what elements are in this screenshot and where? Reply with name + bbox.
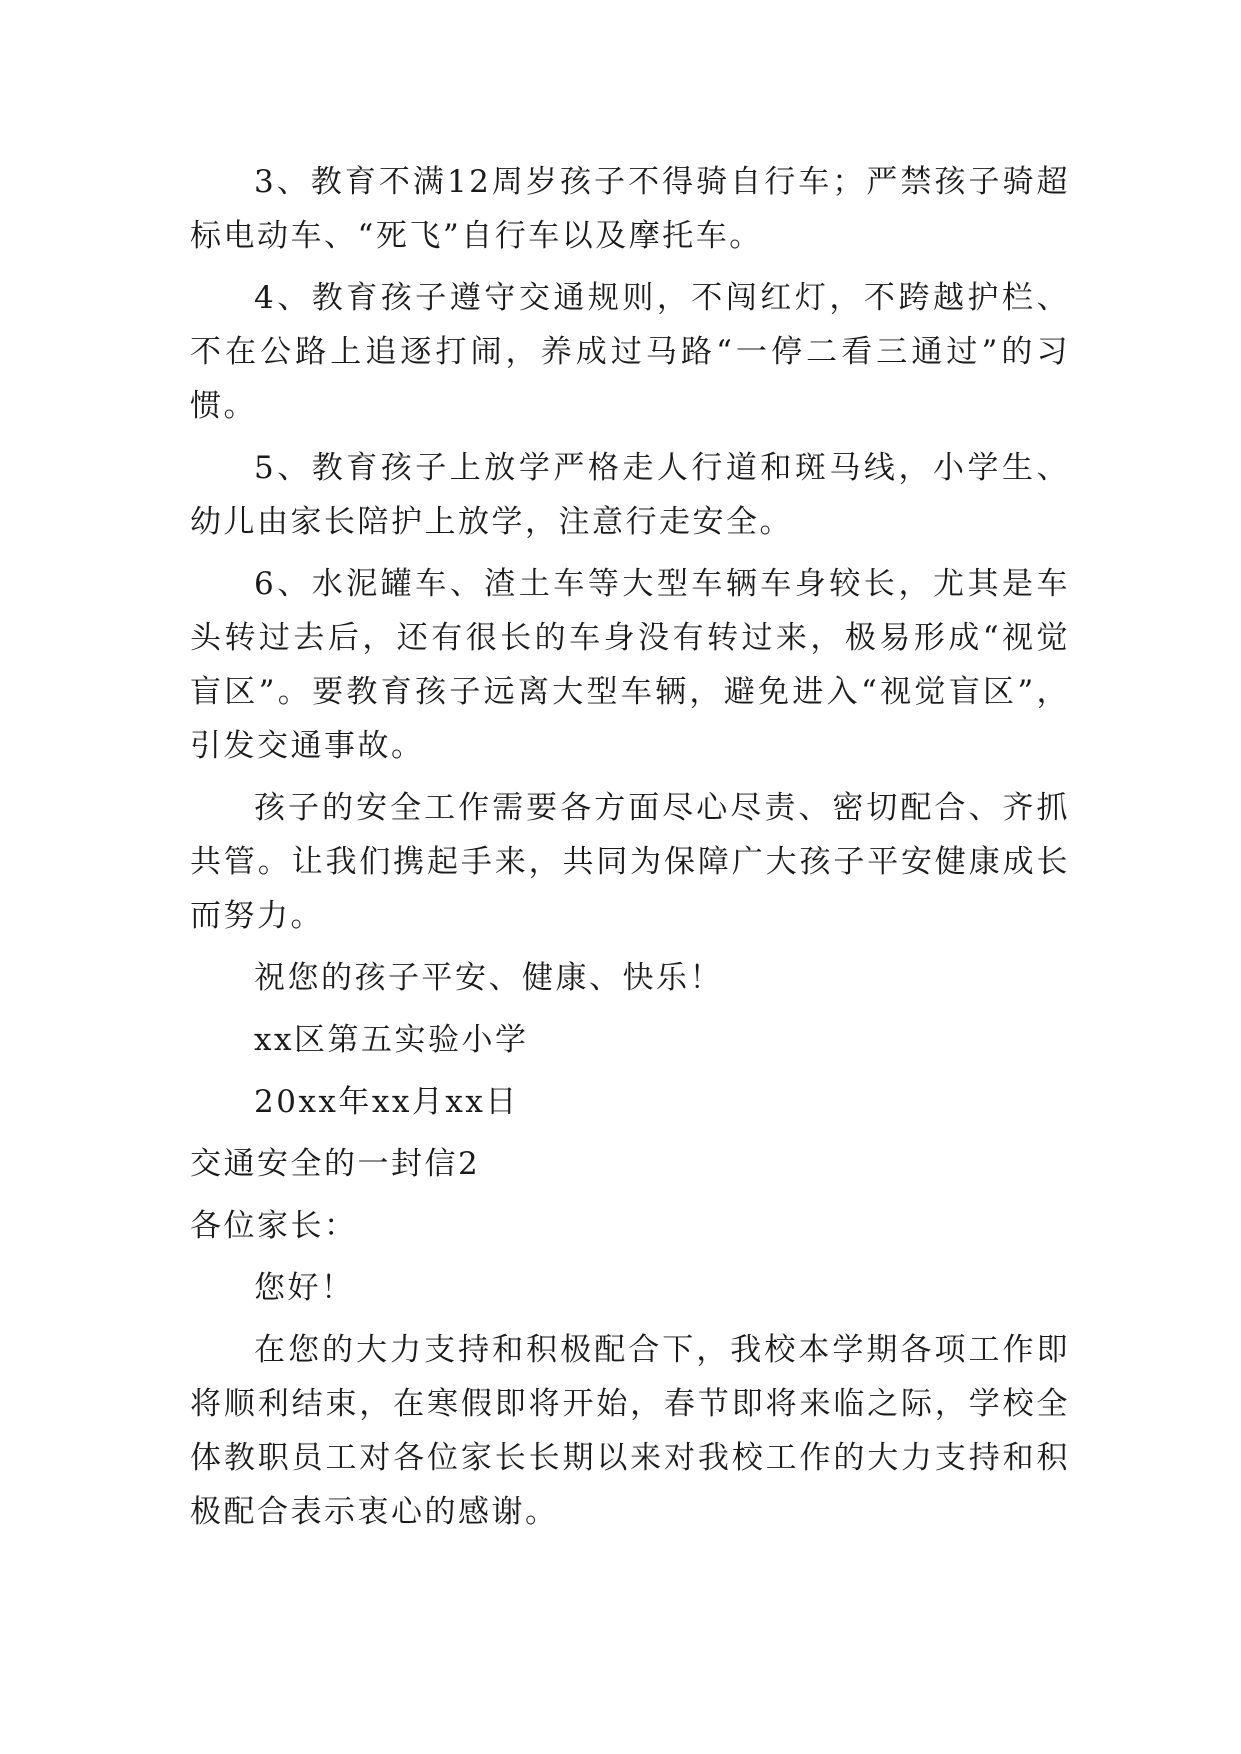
paragraph-item-5: 5、教育孩子上放学严格走人行道和斑马线，小学生、幼儿由家长陪护上放学，注意行走安全。 — [190, 450, 1070, 540]
signature-date: 20xx年xx月xx日 — [254, 1084, 519, 1120]
letter-2-heading: 交通安全的一封信2 — [190, 1146, 481, 1182]
paragraph-wishes: 祝您的孩子平安、健康、快乐！ — [254, 960, 723, 996]
paragraph-item-4: 4、教育孩子遵守交通规则，不闯红灯，不跨越护栏、不在公路上追逐打闹，养成过马路“一停二看三通过”的习惯。 — [190, 280, 1070, 424]
document-body — [190, 155, 1070, 1547]
paragraph-item-3: 3、教育不满12周岁孩子不得骑自行车；严禁孩子骑超标电动车、“死飞”自行车以及摩托车。 — [190, 164, 1070, 254]
letter-2-body: 在您的大力支持和积极配合下，我校本学期各项工作即将顺利结束，在寒假即将开始，春节即将来临之际，学校全体教职员工对各位家长长期以来对我校工作的大力支持和积极配合表示衷心的感谢。 — [190, 1332, 1070, 1530]
paragraph-item-6: 6、水泥罐车、渣土车等大型车辆车身较长，尤其是车头转过去后，还有很长的车身没有转过来，极易形成“视觉盲区”。要教育孩子远离大型车辆，避免进入“视觉盲区”，引发交通事故。 — [190, 566, 1070, 764]
paragraph-closing: 孩子的安全工作需要各方面尽心尽责、密切配合、齐抓共管。让我们携起手来，共同为保障广大孩子平安健康成长而努力。 — [190, 790, 1070, 934]
letter-2-salutation: 各位家长： — [190, 1208, 358, 1244]
signature-school: xx区第五实验小学 — [254, 1022, 529, 1058]
letter-2-greeting: 您好！ — [254, 1270, 355, 1306]
